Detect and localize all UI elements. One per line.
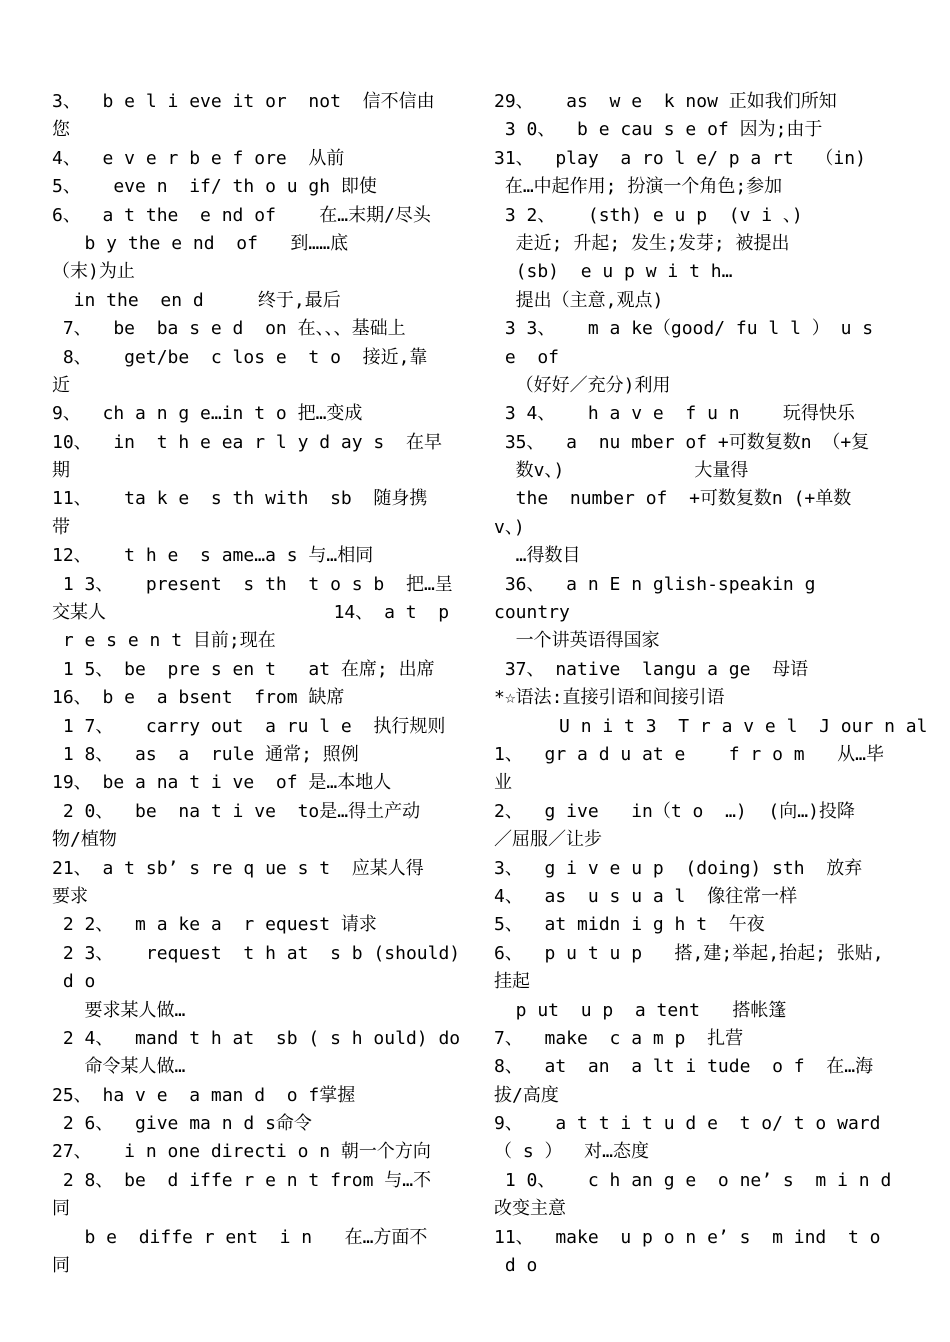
unit-heading: U n i t 3 T r a v e l J our n al	[494, 715, 928, 737]
text-line: 11、 ta k e s th with sb 随身携	[52, 488, 428, 510]
text-line: country	[494, 602, 570, 624]
text-line: 6、 p u t u p 搭,建;举起,抬起; 张贴,	[494, 942, 884, 964]
text-line: 一个讲英语得国家	[494, 630, 660, 652]
text-line: 2 8、 be d iffe r e n t from 与…不	[52, 1169, 432, 1191]
text-line: 3 3、 m a ke（good/ fu l l ） u s	[494, 318, 874, 340]
text-line: 10、 in t h e ea r l y d ay s 在早	[52, 431, 442, 453]
text-line: 同	[52, 1255, 70, 1277]
text-line: 3 0、 b e cau s e of 因为;由于	[494, 119, 823, 141]
text-line: 2、 g ive in（t o …) (向…)投降	[494, 800, 855, 822]
text-line: (sb) e u p w i t h…	[494, 261, 733, 283]
text-line: 提出（主意,观点)	[494, 289, 664, 311]
text-line: b y the e nd of 到……底	[52, 232, 349, 254]
text-line: 1、 gr a d u at e f r o m 从…毕	[494, 743, 884, 765]
text-line: in the en d 终于,最后	[52, 289, 341, 311]
text-line: *☆语法:直接引语和间接引语	[494, 687, 725, 709]
text-line: 4、 as u s u a l 像往常一样	[494, 885, 798, 907]
text-line: 3 2、 (sth) e u p (v i 、)	[494, 204, 803, 226]
text-line: 31、 play a ro l e/ p a rt （in)	[494, 147, 866, 169]
text-line: 9、 ch a n g e…in t o 把…变成	[52, 403, 363, 425]
text-line: 要求某人做…	[52, 999, 186, 1021]
text-line: 8、 get/be c los e t o 接近,靠	[52, 346, 428, 368]
right-column	[494, 88, 928, 1280]
text-line: 1 8、 as a rule 通常; 照例	[52, 743, 359, 765]
text-line: …得数目	[494, 545, 581, 567]
text-line: 在…中起作用; 扮演一个角色;参加	[494, 176, 783, 198]
text-line: 1 3、 present s th t o s b 把…呈	[52, 573, 453, 595]
text-line: 物/植物	[52, 829, 117, 851]
text-line: 36、 a n E n glish-speakin g	[494, 573, 816, 595]
text-line: 2 6、 give ma n d s命令	[52, 1113, 312, 1135]
text-line: 命令某人做…	[52, 1056, 186, 1078]
text-line: 29、 as w e k now 正如我们所知	[494, 91, 837, 112]
text-line: 37、 native langu a ge 母语	[494, 658, 809, 680]
text-line: p ut u p a tent 搭帐篷	[494, 999, 787, 1021]
text-line: （ s ） 对…态度	[494, 1141, 650, 1163]
text-line: 5、 at midn i g h t 午夜	[494, 914, 765, 936]
text-line: 8、 at an a lt i tude o f 在…海	[494, 1056, 874, 1078]
text-line: 19、 be a na t i ve of 是…本地人	[52, 772, 392, 794]
text-line: 3、 b e l i eve it or not 信不信由	[52, 91, 435, 112]
text-line: 交某人 14、 a t p	[52, 602, 450, 624]
text-line: v、)	[494, 516, 525, 538]
text-line: 1 7、 carry out a ru l e 执行规则	[52, 715, 446, 737]
text-line: 近	[52, 374, 70, 396]
text-line: 1 0、 c h an g e o ne’ s m i n d	[494, 1169, 892, 1191]
text-line: 2 2、 m a ke a r equest 请求	[52, 914, 377, 936]
text-line: 2 0、 be na t i ve to是…得土产动	[52, 800, 421, 822]
text-line: ／屈服／让步	[494, 829, 602, 851]
text-line: 1 5、 be pre s en t at 在席; 出席	[52, 658, 435, 680]
text-line: 拔/高度	[494, 1084, 559, 1106]
text-line: 期	[52, 460, 70, 482]
text-line: 6、 a t the e nd of 在…末期/尽头	[52, 204, 431, 226]
text-line: d o	[494, 1255, 538, 1277]
text-line: 7、 make c a m p 扎营	[494, 1027, 744, 1049]
text-line: 3 4、 h a v e f u n 玩得快乐	[494, 403, 855, 425]
left-column	[52, 88, 461, 1280]
text-line: 2 4、 mand t h at sb ( s h ould) do	[52, 1027, 461, 1049]
text-line: 同	[52, 1198, 70, 1220]
text-line: 11、 make u p o n e’ s m ind t o	[494, 1226, 881, 1248]
text-line: 7、 be ba s e d on 在、、、基础上	[52, 318, 406, 340]
text-line: （末)为止	[52, 261, 135, 283]
text-line: 12、 t h e s ame…a s 与…相同	[52, 545, 374, 567]
text-line: 改变主意	[494, 1198, 566, 1220]
text-line: 4、 e v e r b e f ore 从前	[52, 147, 345, 169]
text-line: 5、 eve n if/ th o u gh 即使	[52, 176, 377, 198]
text-line: 25、 ha v e a man d o f掌握	[52, 1084, 356, 1106]
text-line: 带	[52, 516, 70, 538]
text-line: 35、 a nu mber of +可数复数n （+复	[494, 431, 870, 453]
text-line: r e s e n t 目前;现在	[52, 630, 276, 652]
text-line: e of	[494, 346, 560, 368]
text-line: 数v、) 大量得	[494, 460, 749, 482]
text-line: b e diffe r ent i n 在…方面不	[52, 1226, 428, 1248]
text-line: 16、 b e a bsent from 缺席	[52, 687, 345, 709]
text-line: 挂起	[494, 971, 530, 993]
text-line: 27、 i n one directi o n 朝一个方向	[52, 1141, 431, 1163]
text-line: 2 3、 request t h at s b (should)	[52, 942, 461, 964]
text-line: d o	[52, 971, 96, 993]
text-line: 要求	[52, 885, 88, 907]
text-line: 您	[52, 119, 70, 141]
text-line: 走近; 升起; 发生;发芽; 被提出	[494, 232, 790, 254]
text-line: （好好／充分)利用	[494, 374, 671, 396]
text-line: 9、 a t t i t u d e t o/ t o ward	[494, 1113, 881, 1135]
text-line: the number of +可数复数n (+单数	[494, 488, 852, 510]
text-line: 21、 a t sb’ s re q ue s t 应某人得	[52, 857, 424, 879]
text-line: 业	[494, 772, 512, 794]
text-line: 3、 g i v e u p (doing) sth 放弃	[494, 857, 863, 879]
